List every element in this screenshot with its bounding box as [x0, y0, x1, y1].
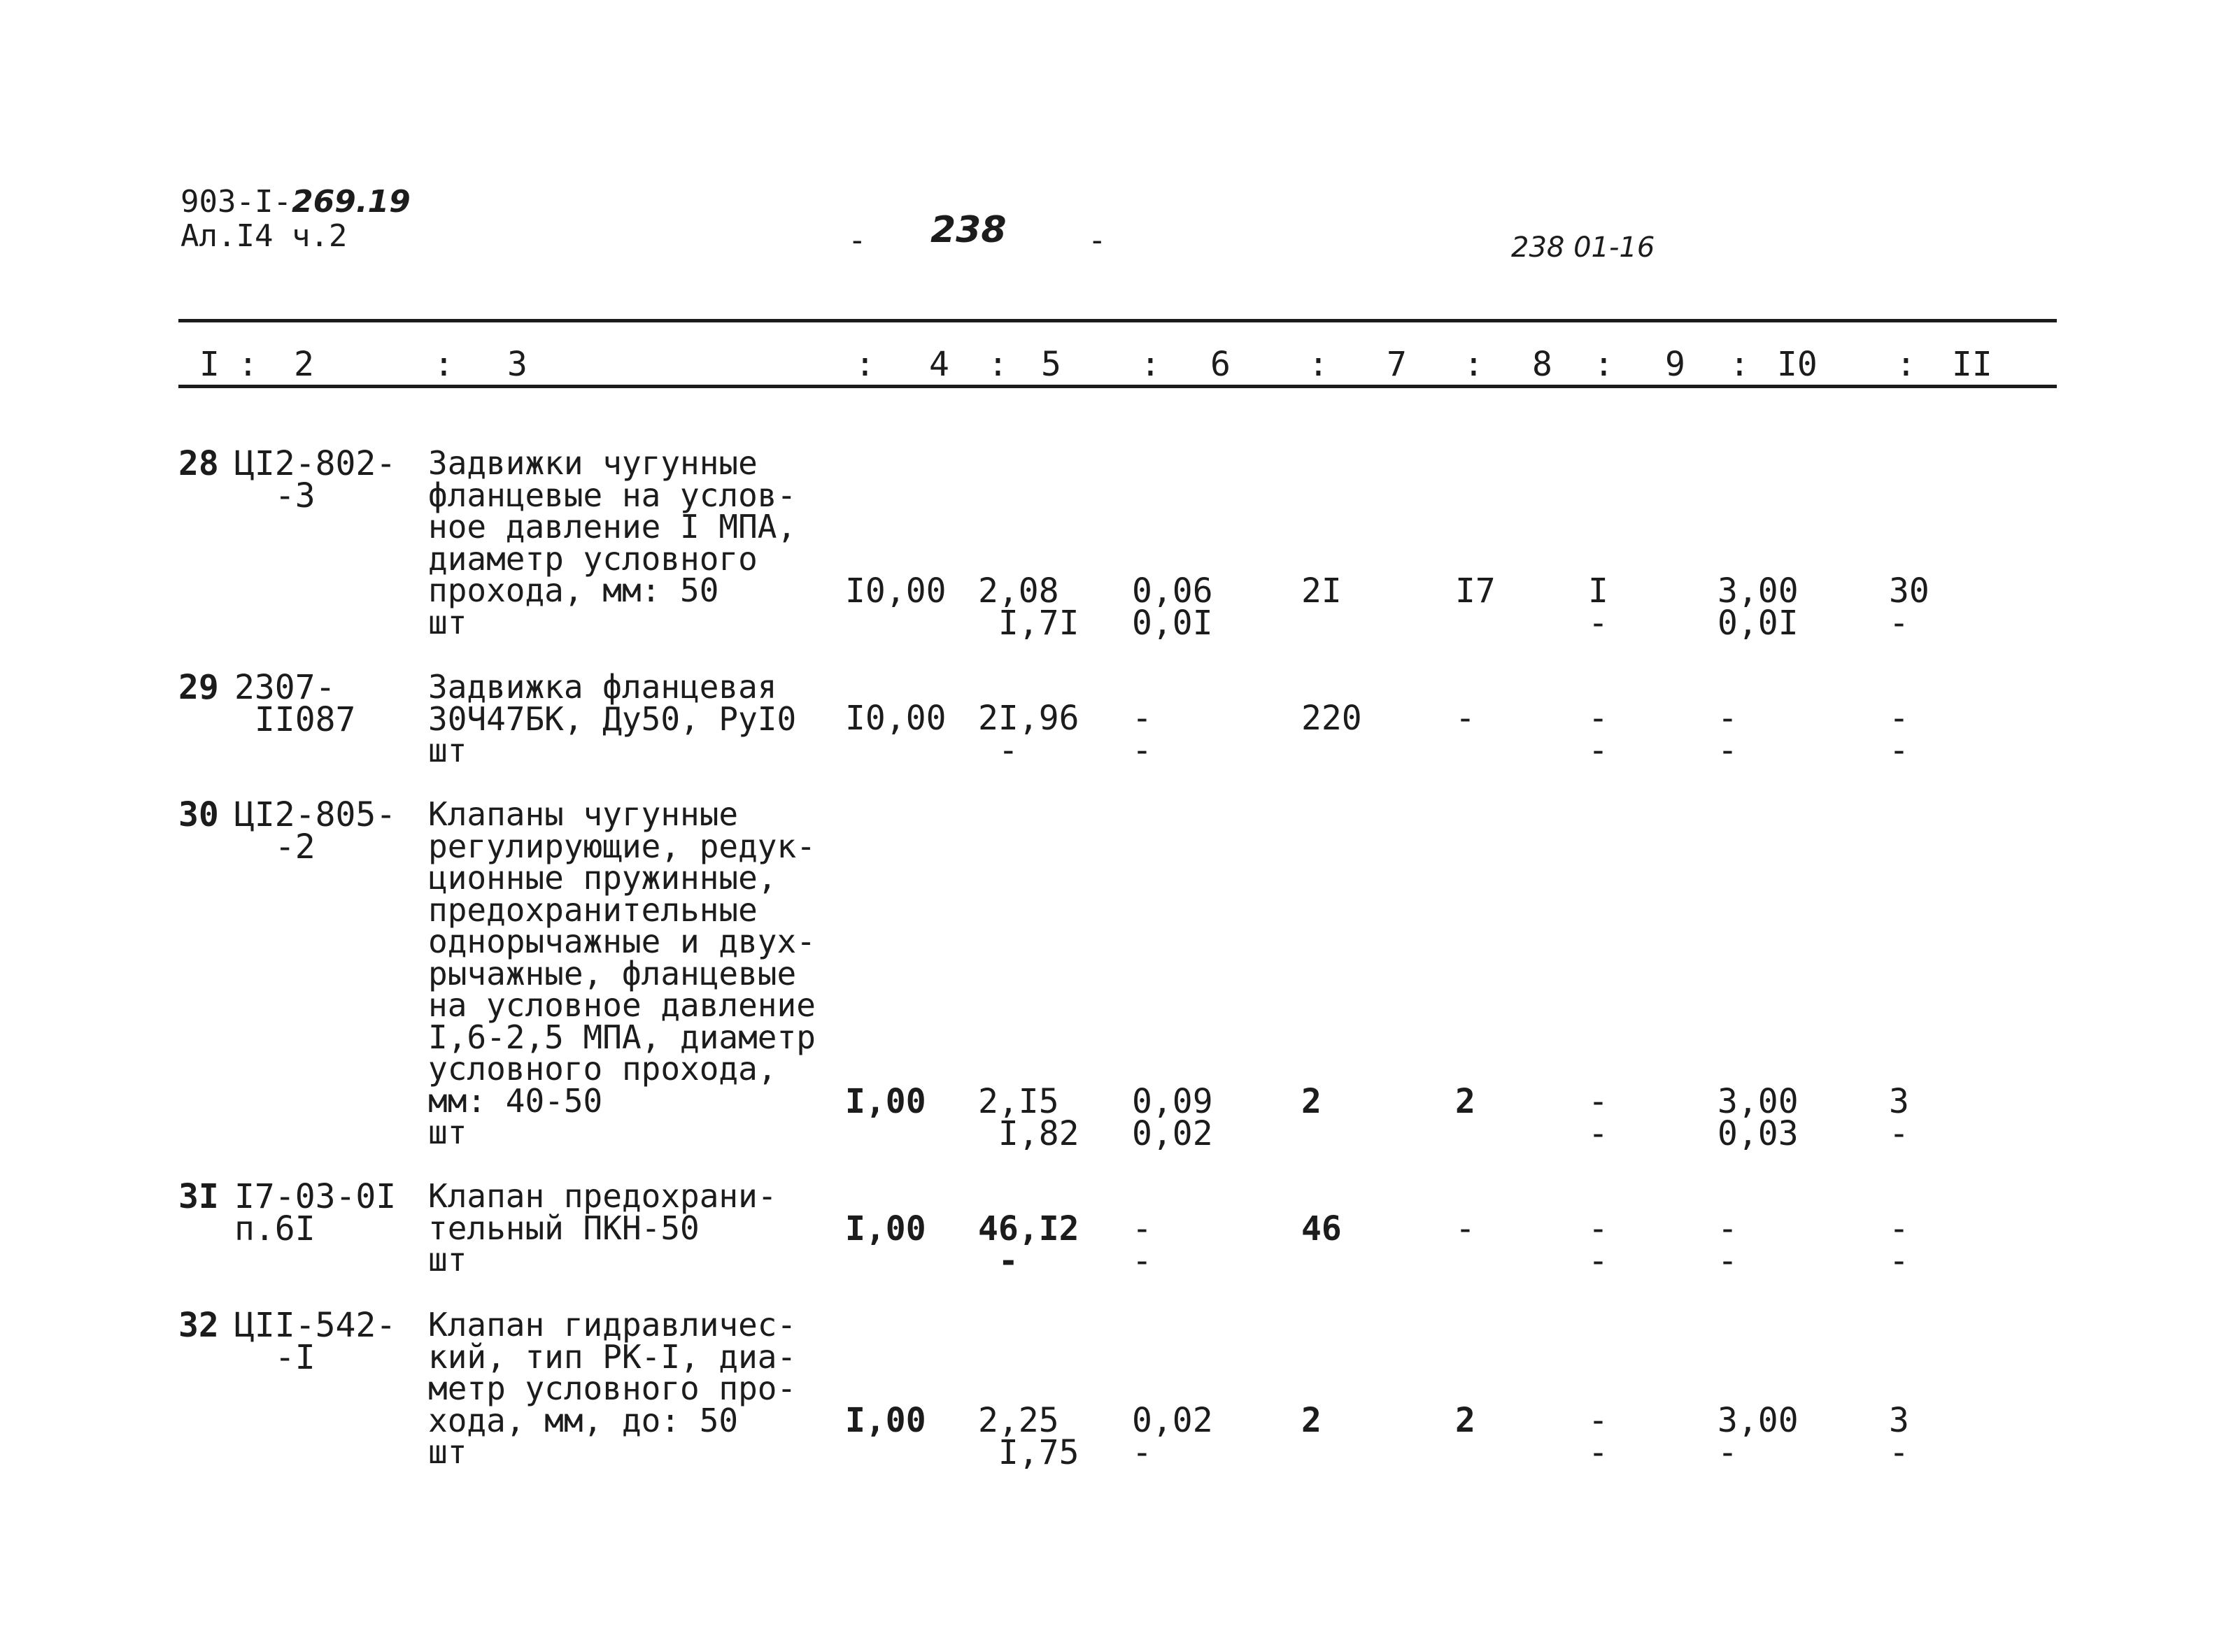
row-col10: 3,00 0,0I	[1717, 571, 1799, 643]
row-col7: 2	[1301, 1401, 1322, 1440]
row-description: Клапаны чугунные регулирующие, редук- ционные пружинные, предохранительные однорычажные и двух- рычажные, фланцевые на условное давление I,6-2,5 МПА, диаметр условного прохода, мм: 40-50 шт	[428, 795, 816, 1151]
row-col9: I -	[1588, 571, 1608, 643]
row-code: I7-03-0I п.6I	[234, 1177, 397, 1248]
row-description: Клапан гидравличес- кий, тип РК-I, диа- метр условного про- хода, мм, до: 50 шт	[428, 1306, 797, 1471]
column-separator: :	[1140, 345, 1161, 384]
column-separator: :	[855, 345, 875, 384]
column-separator: :	[988, 345, 1008, 384]
row-col9: - -	[1588, 1082, 1608, 1153]
row-col5: 2,I5 I,82	[978, 1082, 1079, 1153]
page-dash-left: -	[848, 222, 867, 258]
row-number: 29	[178, 668, 219, 707]
row-code: 2307- II087	[234, 668, 356, 739]
document-reference: 238 01-16	[1511, 232, 1655, 264]
row-col6: - -	[1132, 699, 1152, 770]
row-code: ЦI2-802- -3	[234, 444, 397, 515]
row-description: Задвижки чугунные фланцевые на услов- ное давление I МПА, диаметр условного прохода, мм: 50 шт	[428, 444, 797, 641]
top-rule	[178, 319, 2057, 322]
row-col10: - -	[1717, 1209, 1738, 1281]
header-bottom-rule	[178, 385, 2057, 388]
row-col5: 2,08 I,7I	[978, 571, 1079, 643]
row-col4: I,00	[845, 1401, 926, 1440]
row-col8: 2	[1455, 1401, 1475, 1440]
column-separator: :	[1729, 345, 1750, 384]
row-col4: I0,00	[845, 699, 947, 738]
row-col11: - -	[1889, 699, 1909, 770]
row-col10: - -	[1717, 699, 1738, 770]
page-dash-right: -	[1088, 222, 1107, 258]
column-header: 3	[507, 345, 527, 384]
row-col10: 3,00 0,03	[1717, 1082, 1799, 1153]
row-description: Задвижка фланцевая 30Ч47БК, Ду50, РуI0 шт	[428, 668, 797, 769]
row-col7: 220	[1301, 699, 1362, 738]
column-header: I0	[1777, 345, 1818, 384]
column-separator: :	[238, 345, 258, 384]
column-separator: :	[1896, 345, 1916, 384]
row-col6: 0,02 -	[1132, 1401, 1213, 1472]
row-col8: I7	[1455, 571, 1496, 611]
column-header: 5	[1041, 345, 1061, 384]
row-col4: I,00	[845, 1209, 926, 1248]
column-separator: :	[1308, 345, 1329, 384]
row-col4: I0,00	[845, 571, 947, 611]
row-number: 28	[178, 444, 219, 483]
column-header: 9	[1665, 345, 1685, 384]
row-col8: -	[1455, 699, 1475, 738]
column-header: 7	[1387, 345, 1407, 384]
album-label: Ал.I4 ч.2	[180, 218, 348, 254]
document-code-prefix: 903-I-	[180, 184, 292, 220]
row-col8: 2	[1455, 1082, 1475, 1121]
column-separator: :	[1464, 345, 1484, 384]
document-code-handwritten: 269.19	[291, 184, 411, 220]
row-number: 30	[178, 795, 219, 834]
column-header: 2	[294, 345, 314, 384]
row-code: ЦI2-805- -2	[234, 795, 397, 867]
document-code	[180, 185, 411, 219]
page-number: 238	[930, 209, 1007, 251]
row-col4: I,00	[845, 1082, 926, 1121]
row-col6: 0,06 0,0I	[1132, 571, 1213, 643]
row-number: 32	[178, 1306, 219, 1345]
row-col9: - -	[1588, 699, 1608, 770]
column-separator: :	[434, 345, 454, 384]
row-col7: 46	[1301, 1209, 1342, 1248]
row-col11: 30 -	[1889, 571, 1929, 643]
row-col5: 2I,96 -	[978, 699, 1079, 770]
row-col6: - -	[1132, 1209, 1152, 1281]
row-code: ЦII-542- -I	[234, 1306, 397, 1377]
row-col10: 3,00 -	[1717, 1401, 1799, 1472]
row-col5: 46,I2 -	[978, 1209, 1079, 1281]
row-col11: - -	[1889, 1209, 1909, 1281]
column-header: 4	[929, 345, 949, 384]
column-header: II	[1952, 345, 1992, 384]
row-number: 3I	[178, 1177, 219, 1216]
row-col5: 2,25 I,75	[978, 1401, 1079, 1472]
row-col9: - -	[1588, 1401, 1608, 1472]
column-header: 8	[1532, 345, 1552, 384]
row-col11: 3 -	[1889, 1401, 1909, 1472]
column-separator: :	[1594, 345, 1614, 384]
row-col7: 2I	[1301, 571, 1342, 611]
row-col6: 0,09 0,02	[1132, 1082, 1213, 1153]
row-description: Клапан предохрани- тельный ПКН-50 шт	[428, 1177, 777, 1279]
row-col7: 2	[1301, 1082, 1322, 1121]
column-header: 6	[1210, 345, 1231, 384]
column-header: I	[199, 345, 220, 384]
row-col9: - -	[1588, 1209, 1608, 1281]
row-col11: 3 -	[1889, 1082, 1909, 1153]
row-col8: -	[1455, 1209, 1475, 1248]
